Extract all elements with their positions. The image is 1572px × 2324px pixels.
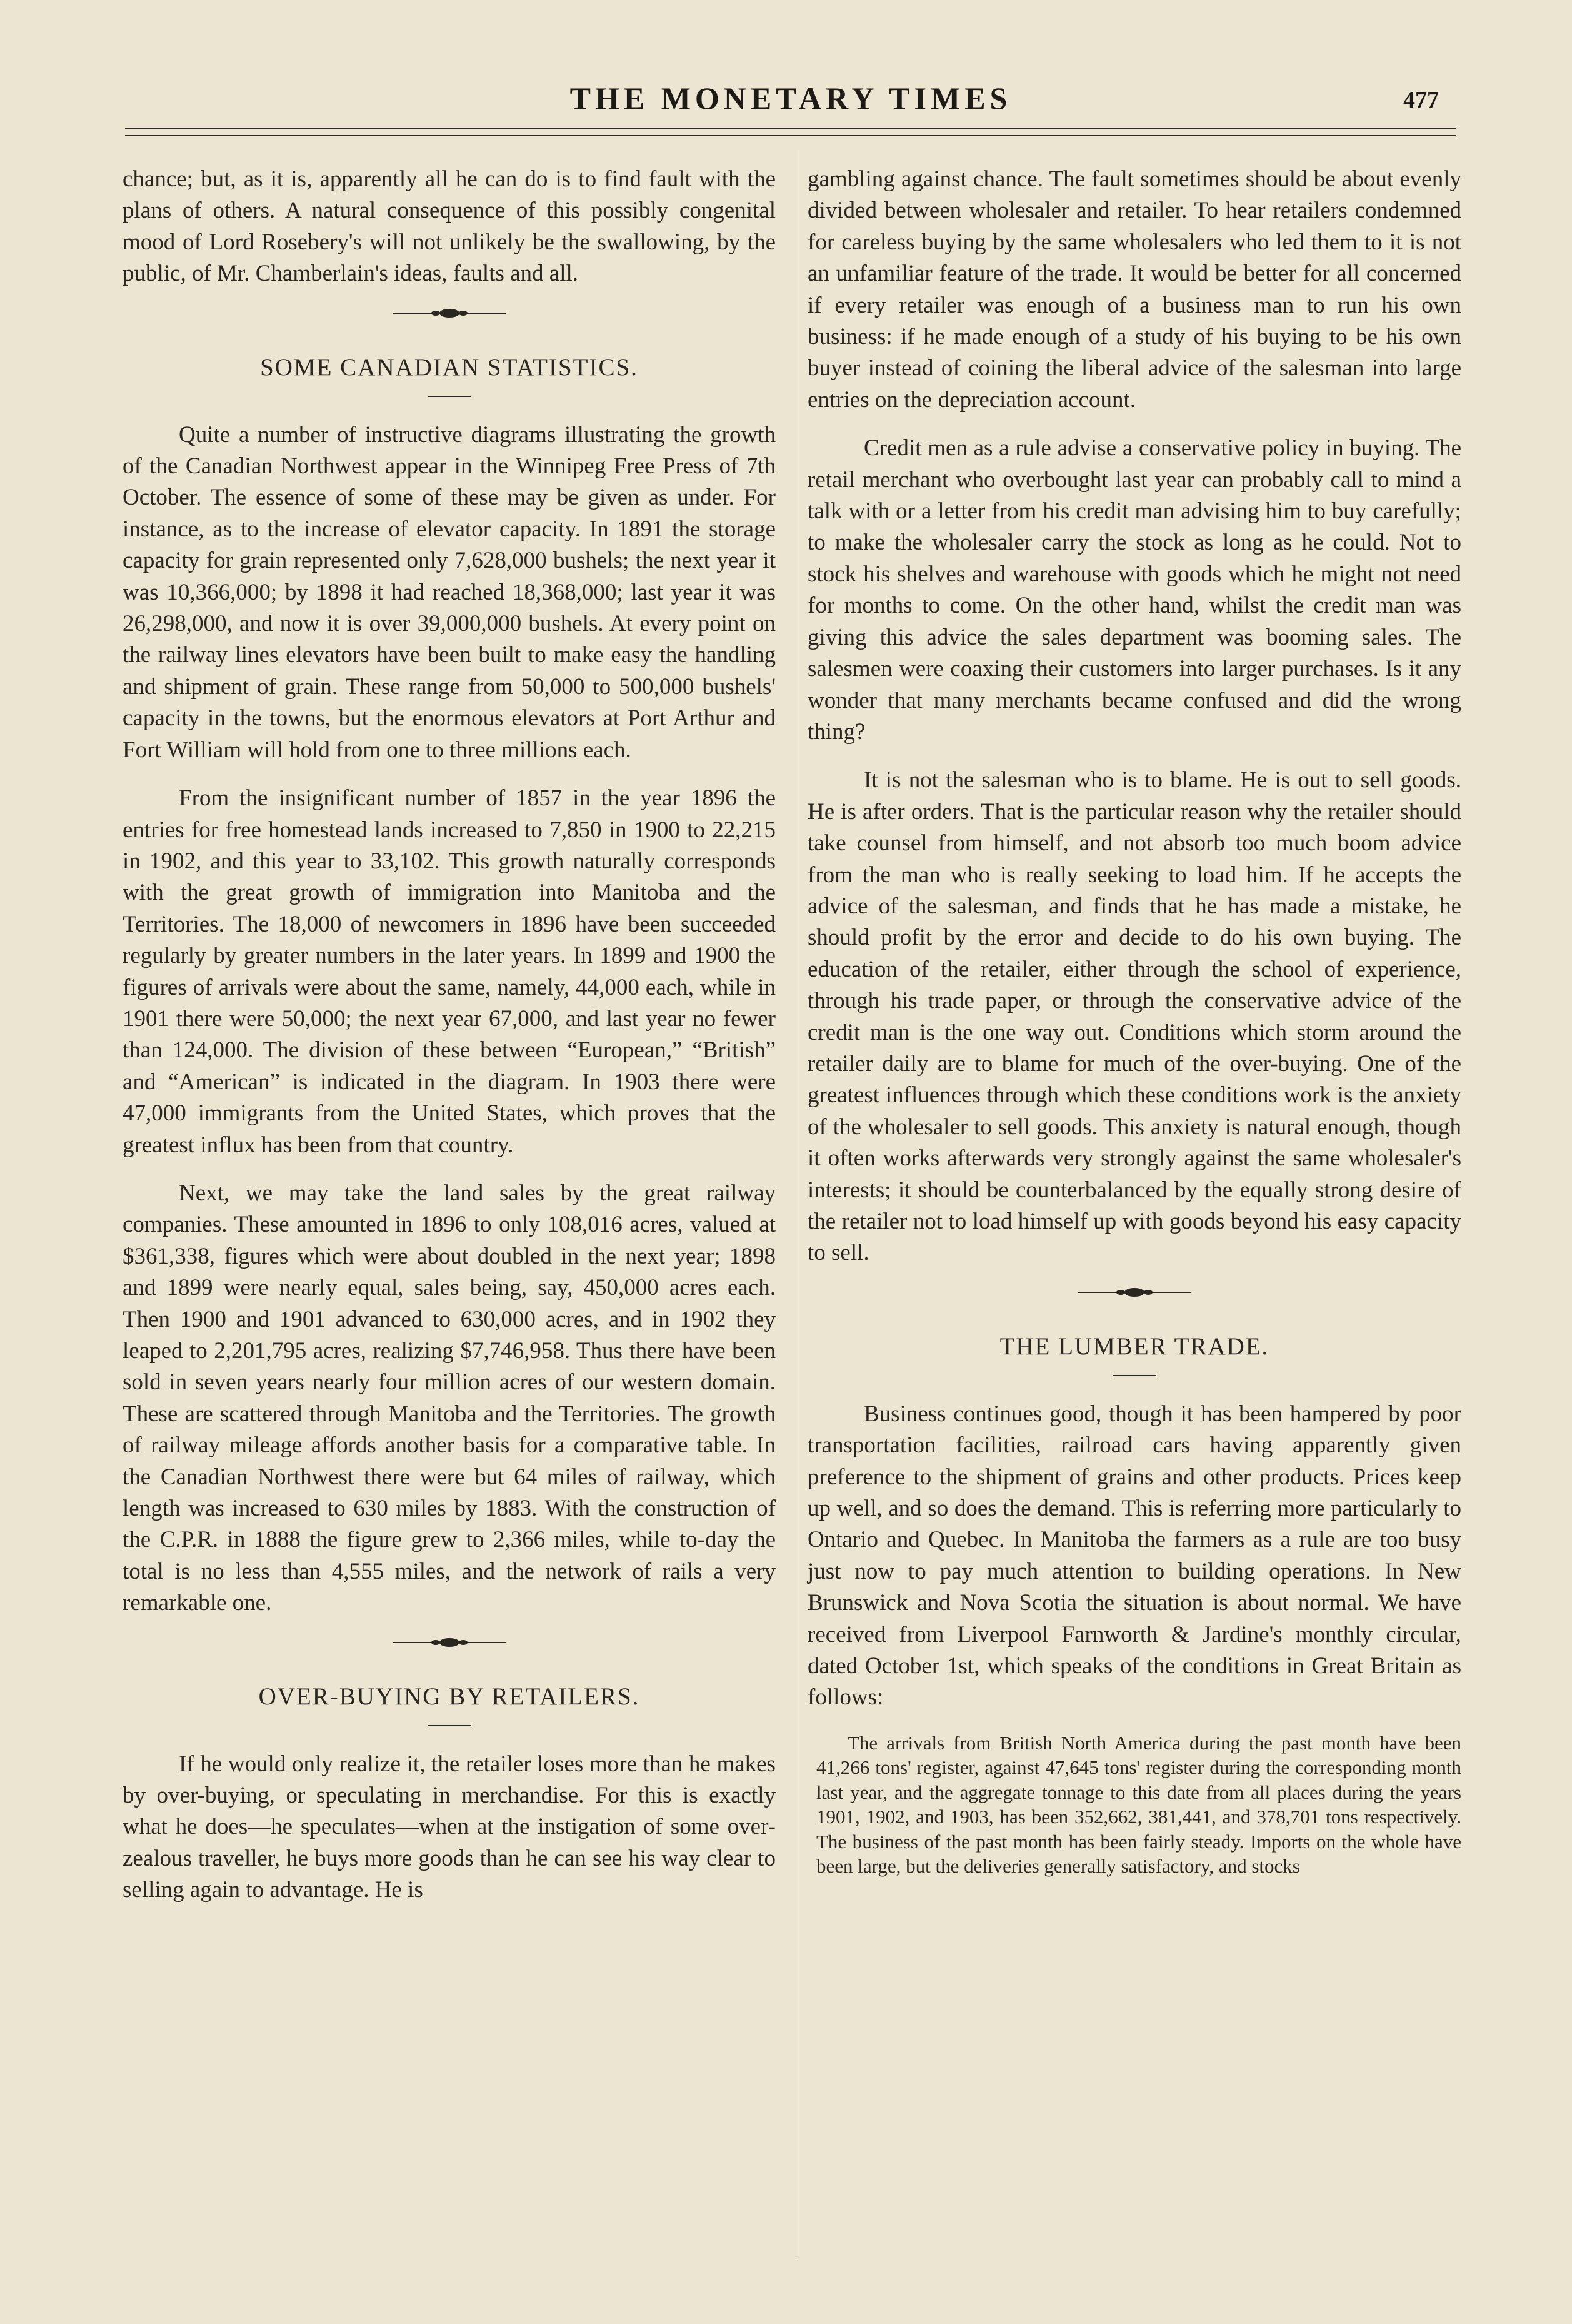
statistics-paragraph-3: Next, we may take the land sales by the great railway companies. These amounted in 1896 to only 108,016 acres, valued at $361,338, figures which were about doubled in the next year; 1898 and 1899 were nearly equal, sales being, say, 450,000 acres each. Then 1900 and 1901 advanced to 630,000 acres, and in 1902 they leaped to 2,201,795 acres, realizing $7,746,958. Thus there have been sold in seven years nearly four million acres of our western domain. These are scattered through Manitoba and the Territories. The growth of railway mileage affords another basis for a comparative table. In the Canadian Northwest there were but 64 miles of railway, which length was increased to 630 miles by 1883. With the construction of the C.P.R. in 1888 the figure grew to 2,366 miles, while to-day the total is no less than 4,555 miles, and the network of rails a very remarkable one. xyxy=(123,1180,776,1616)
statistics-paragraph-1: Quite a number of instructive diagrams illustrating the growth of the Canadian Northwest appear in the Winnipeg Free Press of 7th October. The essence of some of these may be given as under. For instance, as to the increase of elevator capacity. In 1891 the storage capacity for grain represented only 7,628,000 bushels; the next year it was 10,366,000; by 1898 it had reached 18,368,000; last year it was 26,298,000, and now it is over 39,000,000 bushels. At every point on the railway lines elevators have been built to make easy the handling and shipment of grain. These range from 50,000 to 500,000 bushels' capacity in the towns, but the enormous elevators at Port Arthur and Fort William will hold from one to three millions each. xyxy=(123,421,776,763)
over-buying-continued-1: gambling against chance. The fault sometimes should be about evenly divided between wholesaler and retailer. To hear retailers condemned for careless buying by the same wholesalers who led them to it is not an unfamiliar feature of the trade. It would be better for all concerned if every retailer was enough of a business man to run his own business: if he made enough of a study of his buying to be his own buyer instead of coining the liberal advice of the salesman into large entries on the depreciation account. xyxy=(808,166,1461,413)
lumber-circular-quote: The arrivals from British North America during the past month have been 41,266 tons' register, against 47,645 tons' register during the corresponding month last year, and the aggregate tonnage to this date from all places during the years 1901, 1902, and 1903, has been 352,662, 381,441, and 378,701 tons respectively. The business of the past month has been fairly steady. Imports on the whole have been large, but the deliveries generally satisfactory, and stocks xyxy=(816,1731,1461,1878)
heading-underline xyxy=(428,396,471,397)
heading-over-buying: OVER-BUYING BY RETAILERS. xyxy=(258,1683,640,1710)
heading-lumber-trade: THE LUMBER TRADE. xyxy=(999,1332,1269,1360)
over-buying-continued-3: It is not the salesman who is to blame. He is out to sell goods. He is after orders. That is the particular reason why the retailer should take counsel from himself, and not absorb too much boom advice from the man who is really seeking to load him. If he accepts the advice of the salesman, and finds that he has made a mistake, he should profit by the error and decide to do his own buying. The education of the retailer, either through the school of experience, through his trade paper, or through the conservative advice of the credit man is the one way out. Conditions which storm around the retailer daily are to blame for much of the over-buying. One of the greatest influences through which these conditions work is the anxiety of the wholesaler to sell goods. This anxiety is natural enough, though it often works afterwards very strongly against the same wholesaler's interests; it should be counterbalanced by the equally strong desire of the retailer not to load himself up with goods beyond his easy capacity to sell. xyxy=(808,767,1461,1266)
masthead xyxy=(125,80,1456,116)
section-ornament xyxy=(123,307,776,329)
statistics-paragraph-2: From the insignificant number of 1857 in the year 1896 the entries for free homestead lands increased to 7,850 in 1900 to 22,215 in 1902, and this year to 33,102. This growth naturally corresponds with the great growth of immigration into Manitoba and the Territories. The 18,000 of newcomers in 1896 have been succeeded regularly by greater numbers in the later years. In 1899 and 1900 the figures of arrivals were about the same, namely, 44,000 each, while in 1901 there were 50,000; the next year 67,000, and last year no fewer than 124,000. The division of these between “European,” “British” and “American” is indicated in the diagram. In 1903 there were 47,000 immigrants from the United States, which proves that the greatest influx has been from that country. xyxy=(123,785,776,1158)
section-ornament xyxy=(123,1636,776,1659)
publication-title: THE MONETARY TIMES xyxy=(569,81,1012,116)
over-buying-continued-2: Credit men as a rule advise a conservative policy in buying. The retail merchant who overbought last year can probably call to mind a talk with or a letter from his credit man advising him to buy carefully; to make the wholesaler carry the stock as long as he could. Not to stock his shelves and warehouse with goods which he might not need for months to come. On the other hand, whilst the credit man was giving this advice the sales department was booming sales. The salesmen were coaxing their customers into larger purchases. Is it any wonder that many merchants became confused and did the wrong thing? xyxy=(808,435,1461,745)
over-buying-paragraph-1: If he would only realize it, the retailer loses more than he makes by over-buying, or speculating in merchandise. For this is exactly what he does—he speculates—when at the instigation of some over-zealous traveller, he buys more goods than he can see his way clear to selling again to advantage. He is xyxy=(123,1751,776,1903)
page-number: 477 xyxy=(1403,87,1439,113)
heading-canadian-statistics: SOME CANADIAN STATISTICS. xyxy=(260,353,638,381)
heading-underline xyxy=(428,1725,471,1726)
lumber-paragraph-1: Business continues good, though it has been hampered by poor transportation facilities, railroad cars having apparently given preference to the shipment of grains and other products. Prices keep up well, and so does the demand. This is referring more particularly to Ontario and Quebec. In Manitoba the farmers as a rule are too busy just now to pay much attention to building operations. In New Brunswick and Nova Scotia the situation is about normal. We have received from Liverpool Farnworth & Jardine's monthly circular, dated October 1st, which speaks of the conditions in Great Britain as follows: xyxy=(808,1401,1461,1711)
section-ornament xyxy=(808,1286,1461,1309)
right-column xyxy=(808,164,1461,1879)
heading-underline xyxy=(1113,1375,1156,1376)
intro-paragraph: chance; but, as it is, apparently all he can do is to find fault with the plans of others. A natural consequence of this possibly congenital mood of Lord Rosebery's will not unlikely be the swallowing, by the public, of Mr. Chamberlain's ideas, faults and all. xyxy=(123,166,776,287)
header-rule-thin xyxy=(125,135,1456,136)
header-rule-thick xyxy=(125,128,1456,129)
left-column xyxy=(123,164,776,1923)
